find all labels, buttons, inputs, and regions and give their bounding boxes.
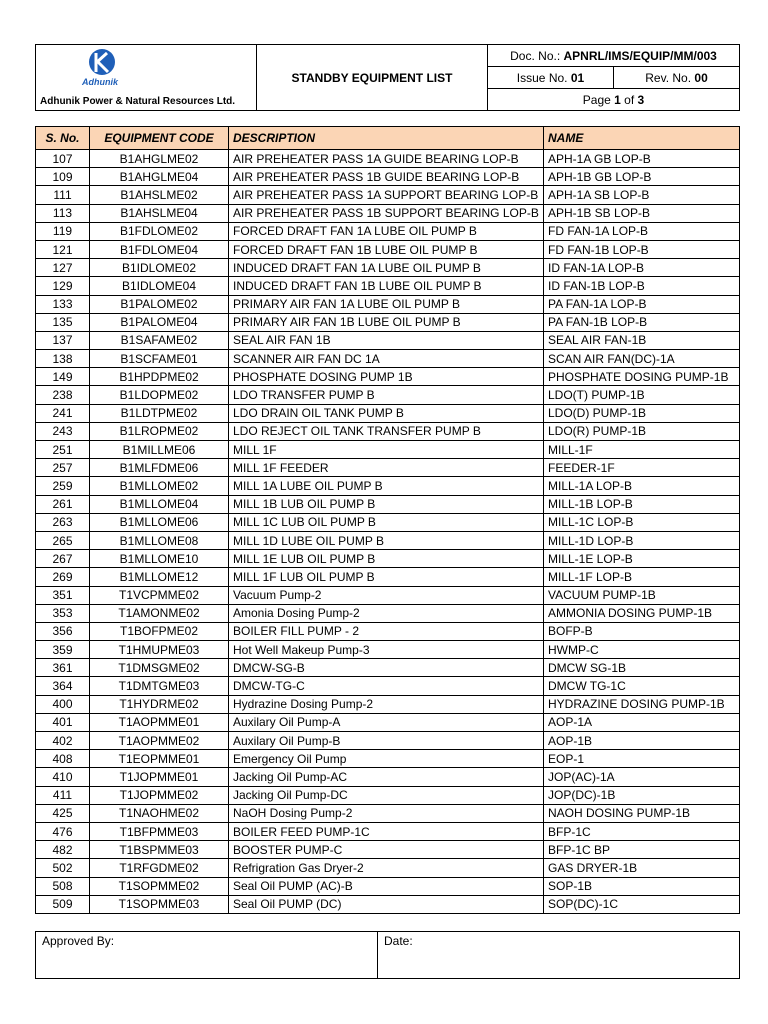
cell-name: APH-1A SB LOP-B [544, 186, 740, 204]
cell-description: NaOH Dosing Pump-2 [229, 804, 544, 822]
cell-name: JOP(AC)-1A [544, 768, 740, 786]
table-row [36, 513, 740, 531]
cell-equipment-code: T1JOPMME01 [90, 768, 229, 786]
table-row [36, 713, 740, 731]
cell-name: JOP(DC)-1B [544, 786, 740, 804]
issue-cell [488, 67, 614, 89]
cell-equipment-code: B1MILLME06 [90, 441, 229, 459]
cell-sno: 400 [36, 695, 90, 713]
table-row [36, 641, 740, 659]
cell-description: LDO REJECT OIL TANK TRANSFER PUMP B [229, 422, 544, 440]
table-row [36, 822, 740, 840]
cell-name: GAS DRYER-1B [544, 859, 740, 877]
table-row [36, 331, 740, 349]
cell-equipment-code: T1DMSGME02 [90, 659, 229, 677]
cell-description: FORCED DRAFT FAN 1B LUBE OIL PUMP B [229, 240, 544, 258]
cell-name: NAOH DOSING PUMP-1B [544, 804, 740, 822]
cell-description: MILL 1F LUB OIL PUMP B [229, 568, 544, 586]
table-row [36, 531, 740, 549]
doc-number-cell [488, 45, 740, 67]
cell-description: FORCED DRAFT FAN 1A LUBE OIL PUMP B [229, 222, 544, 240]
column-header-name: NAME [544, 127, 740, 150]
issue-number: 01 [570, 70, 585, 85]
cell-name: PA FAN-1B LOP-B [544, 313, 740, 331]
cell-equipment-code: B1HPDPME02 [90, 368, 229, 386]
cell-equipment-code: B1FDLOME02 [90, 222, 229, 240]
cell-equipment-code: T1AOPMME02 [90, 732, 229, 750]
cell-sno: 411 [36, 786, 90, 804]
cell-description: AIR PREHEATER PASS 1A SUPPORT BEARING LOP-B [229, 186, 544, 204]
cell-sno: 257 [36, 459, 90, 477]
approval-footer [35, 931, 740, 979]
cell-equipment-code: B1LDOPME02 [90, 386, 229, 404]
table-row [36, 240, 740, 258]
table-row [36, 386, 740, 404]
cell-sno: 137 [36, 331, 90, 349]
cell-sno: 353 [36, 604, 90, 622]
cell-equipment-code: B1MLLOME08 [90, 531, 229, 549]
cell-sno: 356 [36, 622, 90, 640]
cell-name: VACUUM PUMP-1B [544, 586, 740, 604]
cell-name: MILL-1D LOP-B [544, 531, 740, 549]
table-row [36, 404, 740, 422]
table-row [36, 732, 740, 750]
cell-description: MILL 1C LUB OIL PUMP B [229, 513, 544, 531]
adhunik-logo-icon [60, 47, 140, 87]
cell-description: Vacuum Pump-2 [229, 586, 544, 604]
equipment-table [35, 126, 740, 914]
cell-name: HYDRAZINE DOSING PUMP-1B [544, 695, 740, 713]
cell-description: LDO DRAIN OIL TANK PUMP B [229, 404, 544, 422]
cell-description: SCANNER AIR FAN DC 1A [229, 350, 544, 368]
cell-sno: 482 [36, 841, 90, 859]
table-row [36, 186, 740, 204]
approved-by-label: Approved By: [42, 934, 115, 948]
cell-description: Amonia Dosing Pump-2 [229, 604, 544, 622]
cell-name: MILL-1A LOP-B [544, 477, 740, 495]
cell-equipment-code: B1LROPME02 [90, 422, 229, 440]
cell-sno: 109 [36, 168, 90, 186]
cell-name: APH-1A GB LOP-B [544, 150, 740, 168]
cell-sno: 402 [36, 732, 90, 750]
cell-equipment-code: B1AHGLME04 [90, 168, 229, 186]
table-row [36, 604, 740, 622]
cell-description: MILL 1E LUB OIL PUMP B [229, 550, 544, 568]
cell-description: MILL 1D LUBE OIL PUMP B [229, 531, 544, 549]
cell-equipment-code: B1MLLOME02 [90, 477, 229, 495]
cell-name: MILL-1E LOP-B [544, 550, 740, 568]
cell-name: SCAN AIR FAN(DC)-1A [544, 350, 740, 368]
cell-equipment-code: B1AHGLME02 [90, 150, 229, 168]
cell-equipment-code: B1MLLOME12 [90, 568, 229, 586]
table-row [36, 150, 740, 168]
column-header-equipment-code: EQUIPMENT CODE [90, 127, 229, 150]
cell-name: DMCW SG-1B [544, 659, 740, 677]
cell-name: LDO(T) PUMP-1B [544, 386, 740, 404]
cell-name: MILL-1B LOP-B [544, 495, 740, 513]
table-row [36, 550, 740, 568]
approved-by-cell [36, 932, 378, 979]
cell-sno: 361 [36, 659, 90, 677]
cell-name: AOP-1A [544, 713, 740, 731]
cell-description: AIR PREHEATER PASS 1A GUIDE BEARING LOP-B [229, 150, 544, 168]
cell-sno: 408 [36, 750, 90, 768]
table-row [36, 495, 740, 513]
cell-sno: 149 [36, 368, 90, 386]
cell-sno: 135 [36, 313, 90, 331]
cell-equipment-code: T1BSPMME03 [90, 841, 229, 859]
logo-cell [36, 45, 257, 111]
table-row [36, 259, 740, 277]
table-row [36, 204, 740, 222]
table-row [36, 277, 740, 295]
cell-description: MILL 1F FEEDER [229, 459, 544, 477]
cell-description: BOOSTER PUMP-C [229, 841, 544, 859]
cell-description: MILL 1F [229, 441, 544, 459]
cell-name: AOP-1B [544, 732, 740, 750]
document-header [35, 44, 740, 111]
cell-sno: 129 [36, 277, 90, 295]
table-body [36, 150, 740, 914]
cell-description: Seal Oil PUMP (AC)-B [229, 877, 544, 895]
cell-sno: 410 [36, 768, 90, 786]
table-row [36, 859, 740, 877]
cell-equipment-code: B1MLFDME06 [90, 459, 229, 477]
cell-name: LDO(R) PUMP-1B [544, 422, 740, 440]
cell-sno: 401 [36, 713, 90, 731]
cell-name: MILL-1F [544, 441, 740, 459]
table-row [36, 877, 740, 895]
cell-equipment-code: T1HYDRME02 [90, 695, 229, 713]
cell-name: ID FAN-1B LOP-B [544, 277, 740, 295]
doc-number: APNRL/IMS/EQUIP/MM/003 [563, 48, 717, 63]
page-number: 1 [614, 92, 621, 107]
logo-text: Adhunik [82, 77, 118, 87]
cell-description: MILL 1B LUB OIL PUMP B [229, 495, 544, 513]
company-logo [60, 47, 140, 87]
cell-name: PA FAN-1A LOP-B [544, 295, 740, 313]
cell-description: Seal Oil PUMP (DC) [229, 895, 544, 913]
cell-description: Emergency Oil Pump [229, 750, 544, 768]
cell-equipment-code: B1IDLOME04 [90, 277, 229, 295]
cell-description: AIR PREHEATER PASS 1B GUIDE BEARING LOP-B [229, 168, 544, 186]
cell-sno: 251 [36, 441, 90, 459]
cell-sno: 107 [36, 150, 90, 168]
table-row [36, 313, 740, 331]
issue-label: Issue No. [516, 70, 568, 85]
column-header-description: DESCRIPTION [229, 127, 544, 150]
table-row [36, 477, 740, 495]
cell-description: Jacking Oil Pump-AC [229, 768, 544, 786]
company-name: Adhunik Power & Natural Resources Ltd. [40, 96, 236, 107]
cell-sno: 119 [36, 222, 90, 240]
table-row [36, 350, 740, 368]
page-total: 3 [637, 92, 645, 107]
cell-equipment-code: B1PALOME04 [90, 313, 229, 331]
cell-description: SEAL AIR FAN 1B [229, 331, 544, 349]
cell-name: APH-1B SB LOP-B [544, 204, 740, 222]
table-row [36, 750, 740, 768]
cell-name: AMMONIA DOSING PUMP-1B [544, 604, 740, 622]
cell-description: DMCW-SG-B [229, 659, 544, 677]
cell-description: PRIMARY AIR FAN 1A LUBE OIL PUMP B [229, 295, 544, 313]
table-row [36, 422, 740, 440]
rev-cell [614, 67, 740, 89]
cell-sno: 364 [36, 677, 90, 695]
cell-equipment-code: B1MLLOME04 [90, 495, 229, 513]
cell-sno: 425 [36, 804, 90, 822]
table-row [36, 841, 740, 859]
cell-description: Auxilary Oil Pump-A [229, 713, 544, 731]
cell-description: PRIMARY AIR FAN 1B LUBE OIL PUMP B [229, 313, 544, 331]
column-header-sno: S. No. [36, 127, 90, 150]
cell-equipment-code: T1JOPMME02 [90, 786, 229, 804]
cell-equipment-code: B1LDTPME02 [90, 404, 229, 422]
table-row [36, 586, 740, 604]
cell-sno: 133 [36, 295, 90, 313]
cell-equipment-code: T1NAOHME02 [90, 804, 229, 822]
table-row [36, 695, 740, 713]
cell-sno: 351 [36, 586, 90, 604]
cell-sno: 111 [36, 186, 90, 204]
cell-equipment-code: B1FDLOME04 [90, 240, 229, 258]
cell-equipment-code: T1HMUPME03 [90, 641, 229, 659]
cell-name: APH-1B GB LOP-B [544, 168, 740, 186]
cell-description: Hot Well Makeup Pump-3 [229, 641, 544, 659]
cell-name: BFP-1C BP [544, 841, 740, 859]
cell-name: LDO(D) PUMP-1B [544, 404, 740, 422]
page-label: Page [582, 92, 611, 107]
cell-description: INDUCED DRAFT FAN 1B LUBE OIL PUMP B [229, 277, 544, 295]
cell-name: FD FAN-1B LOP-B [544, 240, 740, 258]
cell-name: DMCW TG-1C [544, 677, 740, 695]
cell-name: BFP-1C [544, 822, 740, 840]
cell-name: HWMP-C [544, 641, 740, 659]
cell-sno: 113 [36, 204, 90, 222]
cell-equipment-code: T1DMTGME03 [90, 677, 229, 695]
table-row [36, 677, 740, 695]
cell-sno: 241 [36, 404, 90, 422]
cell-sno: 267 [36, 550, 90, 568]
table-row [36, 222, 740, 240]
cell-equipment-code: T1BFPMME03 [90, 822, 229, 840]
cell-description: INDUCED DRAFT FAN 1A LUBE OIL PUMP B [229, 259, 544, 277]
cell-sno: 243 [36, 422, 90, 440]
cell-name: FEEDER-1F [544, 459, 740, 477]
cell-equipment-code: B1IDLOME02 [90, 259, 229, 277]
page-cell [488, 89, 740, 111]
cell-equipment-code: B1AHSLME02 [90, 186, 229, 204]
cell-equipment-code: B1PALOME02 [90, 295, 229, 313]
cell-name: BOFP-B [544, 622, 740, 640]
table-row [36, 622, 740, 640]
cell-equipment-code: T1AMONME02 [90, 604, 229, 622]
cell-sno: 269 [36, 568, 90, 586]
document-title: STANDBY EQUIPMENT LIST [257, 45, 488, 111]
table-row [36, 368, 740, 386]
table-row [36, 895, 740, 913]
cell-sno: 138 [36, 350, 90, 368]
cell-sno: 265 [36, 531, 90, 549]
cell-description: AIR PREHEATER PASS 1B SUPPORT BEARING LOP-B [229, 204, 544, 222]
cell-description: BOILER FEED PUMP-1C [229, 822, 544, 840]
table-row [36, 295, 740, 313]
of-label: of [624, 92, 635, 107]
cell-equipment-code: T1RFGDME02 [90, 859, 229, 877]
cell-equipment-code: B1MLLOME10 [90, 550, 229, 568]
table-row [36, 786, 740, 804]
cell-name: EOP-1 [544, 750, 740, 768]
cell-sno: 359 [36, 641, 90, 659]
cell-equipment-code: T1AOPMME01 [90, 713, 229, 731]
cell-name: SOP-1B [544, 877, 740, 895]
cell-name: SEAL AIR FAN-1B [544, 331, 740, 349]
cell-description: Auxilary Oil Pump-B [229, 732, 544, 750]
cell-description: BOILER FILL PUMP - 2 [229, 622, 544, 640]
cell-name: MILL-1F LOP-B [544, 568, 740, 586]
rev-label: Rev. No. [645, 70, 692, 85]
cell-sno: 476 [36, 822, 90, 840]
cell-description: Jacking Oil Pump-DC [229, 786, 544, 804]
cell-name: ID FAN-1A LOP-B [544, 259, 740, 277]
cell-sno: 121 [36, 240, 90, 258]
cell-equipment-code: B1SCFAME01 [90, 350, 229, 368]
table-row [36, 659, 740, 677]
cell-equipment-code: T1BOFPME02 [90, 622, 229, 640]
cell-sno: 508 [36, 877, 90, 895]
cell-description: Refrigration Gas Dryer-2 [229, 859, 544, 877]
cell-equipment-code: B1MLLOME06 [90, 513, 229, 531]
table-row [36, 459, 740, 477]
date-cell [378, 932, 740, 979]
table-row [36, 568, 740, 586]
cell-sno: 502 [36, 859, 90, 877]
table-row [36, 441, 740, 459]
cell-sno: 263 [36, 513, 90, 531]
doc-number-label: Doc. No.: [510, 48, 561, 63]
cell-equipment-code: B1AHSLME04 [90, 204, 229, 222]
cell-description: Hydrazine Dosing Pump-2 [229, 695, 544, 713]
cell-name: PHOSPHATE DOSING PUMP-1B [544, 368, 740, 386]
cell-sno: 261 [36, 495, 90, 513]
cell-equipment-code: T1VCPMME02 [90, 586, 229, 604]
cell-description: MILL 1A LUBE OIL PUMP B [229, 477, 544, 495]
cell-equipment-code: B1SAFAME02 [90, 331, 229, 349]
cell-description: LDO TRANSFER PUMP B [229, 386, 544, 404]
cell-sno: 127 [36, 259, 90, 277]
rev-number: 00 [694, 70, 708, 85]
table-row [36, 768, 740, 786]
table-row [36, 168, 740, 186]
cell-name: FD FAN-1A LOP-B [544, 222, 740, 240]
cell-name: SOP(DC)-1C [544, 895, 740, 913]
cell-equipment-code: T1SOPMME02 [90, 877, 229, 895]
cell-sno: 509 [36, 895, 90, 913]
table-header-row [36, 127, 740, 150]
cell-sno: 238 [36, 386, 90, 404]
cell-description: DMCW-TG-C [229, 677, 544, 695]
date-label: Date: [384, 934, 413, 948]
cell-equipment-code: T1SOPMME03 [90, 895, 229, 913]
cell-description: PHOSPHATE DOSING PUMP 1B [229, 368, 544, 386]
cell-name: MILL-1C LOP-B [544, 513, 740, 531]
cell-equipment-code: T1EOPMME01 [90, 750, 229, 768]
table-row [36, 804, 740, 822]
cell-sno: 259 [36, 477, 90, 495]
